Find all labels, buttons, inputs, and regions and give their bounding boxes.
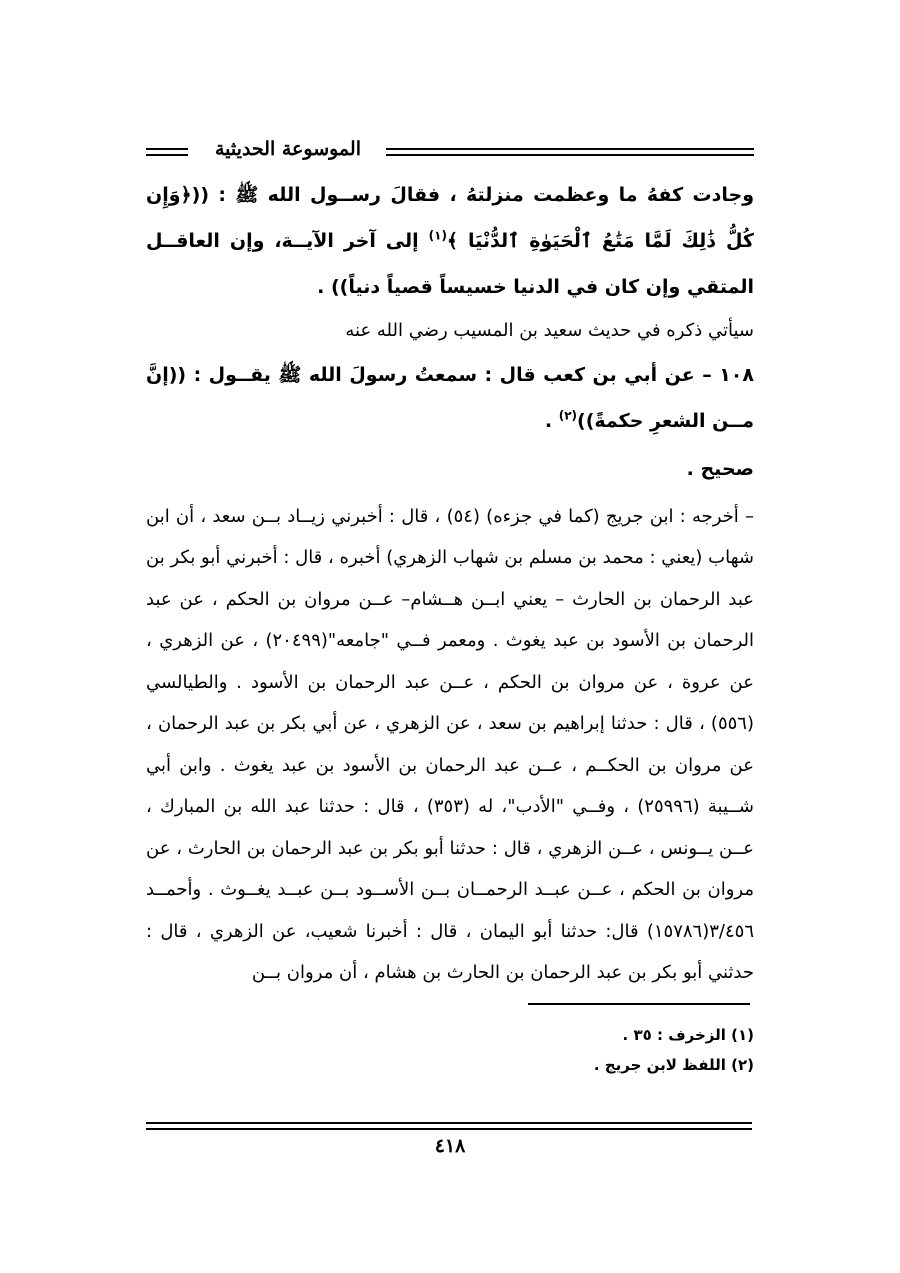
page-body — [146, 136, 754, 994]
footnote-1: (١) الزخرف : ٣٥ . — [622, 1026, 754, 1044]
footnotes — [146, 1020, 754, 1080]
page-number: ٤١٨ — [434, 1135, 466, 1157]
footnote-divider — [528, 1003, 750, 1005]
intro-rest: إلى آخر الآيــة، وإن العاقــل المتقي وإن كان في الدنيا خسيساً قصياً دنياً)) . — [146, 230, 754, 298]
hadith-end: . — [544, 409, 559, 432]
footnote-2: (٢) اللفظ لابن جريج . — [593, 1056, 754, 1074]
header-title: الموسوعة الحديثية — [215, 138, 361, 160]
header-rule-left — [146, 148, 188, 156]
page-header — [146, 136, 754, 172]
footnote-ref-1: (١) — [428, 228, 447, 243]
footnote-ref-2: (٢) — [558, 408, 578, 423]
hadith-text — [146, 352, 754, 444]
header-rule-right — [386, 148, 754, 156]
intro-paragraph — [146, 172, 754, 310]
hadith-grade: صحيح . — [686, 457, 754, 480]
hadith-body: ١٠٨ – عن أبي بن كعب قال : سمعتُ رسولَ الله ﷺ يقــول : ((إنَّ مــن الشعرِ حكمةً)) — [146, 363, 754, 432]
takhrij-paragraph: – أخرجه : ابن جريج (كما في جزءه) (٥٤) ، قال : أخبرني زيــاد بــن سعد ، أن ابن شهاب (يعني : محمد بن مسلم بن شهاب الزهري) أخبره ، قال : أخبرني أبو بكر بن عبد الرحمان بن الحارث – يعني ابــن هــشام– عــن مروان بن الحكم ، عن عبد الرحمان بن الأسود بن عبد يغوث . ومعمر فــي "جامعه"(٢٠٤٩٩) ، عن الزهري ، عن عروة ، عن مروان بن الحكم ، عــن عبد الرحمان بن الأسود . والطيالسي (٥٥٦) ، قال : حدثنا إبراهيم بن سعد ، عن الزهري ، عن أبي بكر بن عبد الرحمان ، عن مروان بن الحكــم ، عــن عبد الرحمان بن الأسود بن عبد يغوث . وابن أبي شــيبة (٢٥٩٩٦) ، وفــي "الأدب"، له (٣٥٣) ، قال : حدثنا عبد الله بن المبارك ، عــن يــونس ، عــن الزهري ، قال : حدثنا أبو بكر بن عبد الرحمان بن الحارث ، عن مروان بن الحكم ، عــن عبــد الرحمــان بــن الأســود بــن عبــد يغــوث . وأحمــد ٣/٤٥٦(١٥٧٨٦) قال: حدثنا أبو اليمان ، قال : أخبرنا شعيب، عن الزهري ، قال : حدثني أبو بكر بن عبد الرحمان بن الحارث بن هشام ، أن مروان بــن — [146, 505, 754, 983]
cross-reference-note: سيأتي ذكره في حديث سعيد بن المسيب رضي الله عنه — [345, 320, 754, 341]
bottom-rule — [146, 1122, 752, 1130]
intro-quote: وجادت كفهُ ما وعظمت منزلتهُ ، فقالَ رســول الله ﷺ : ((﴿وَإِن كُلُّ ذَٰلِكَ لَمَّا مَتَٰعُ ٱلْحَيَوٰةِ ٱلدُّنْيَا ﴾ — [146, 184, 754, 252]
